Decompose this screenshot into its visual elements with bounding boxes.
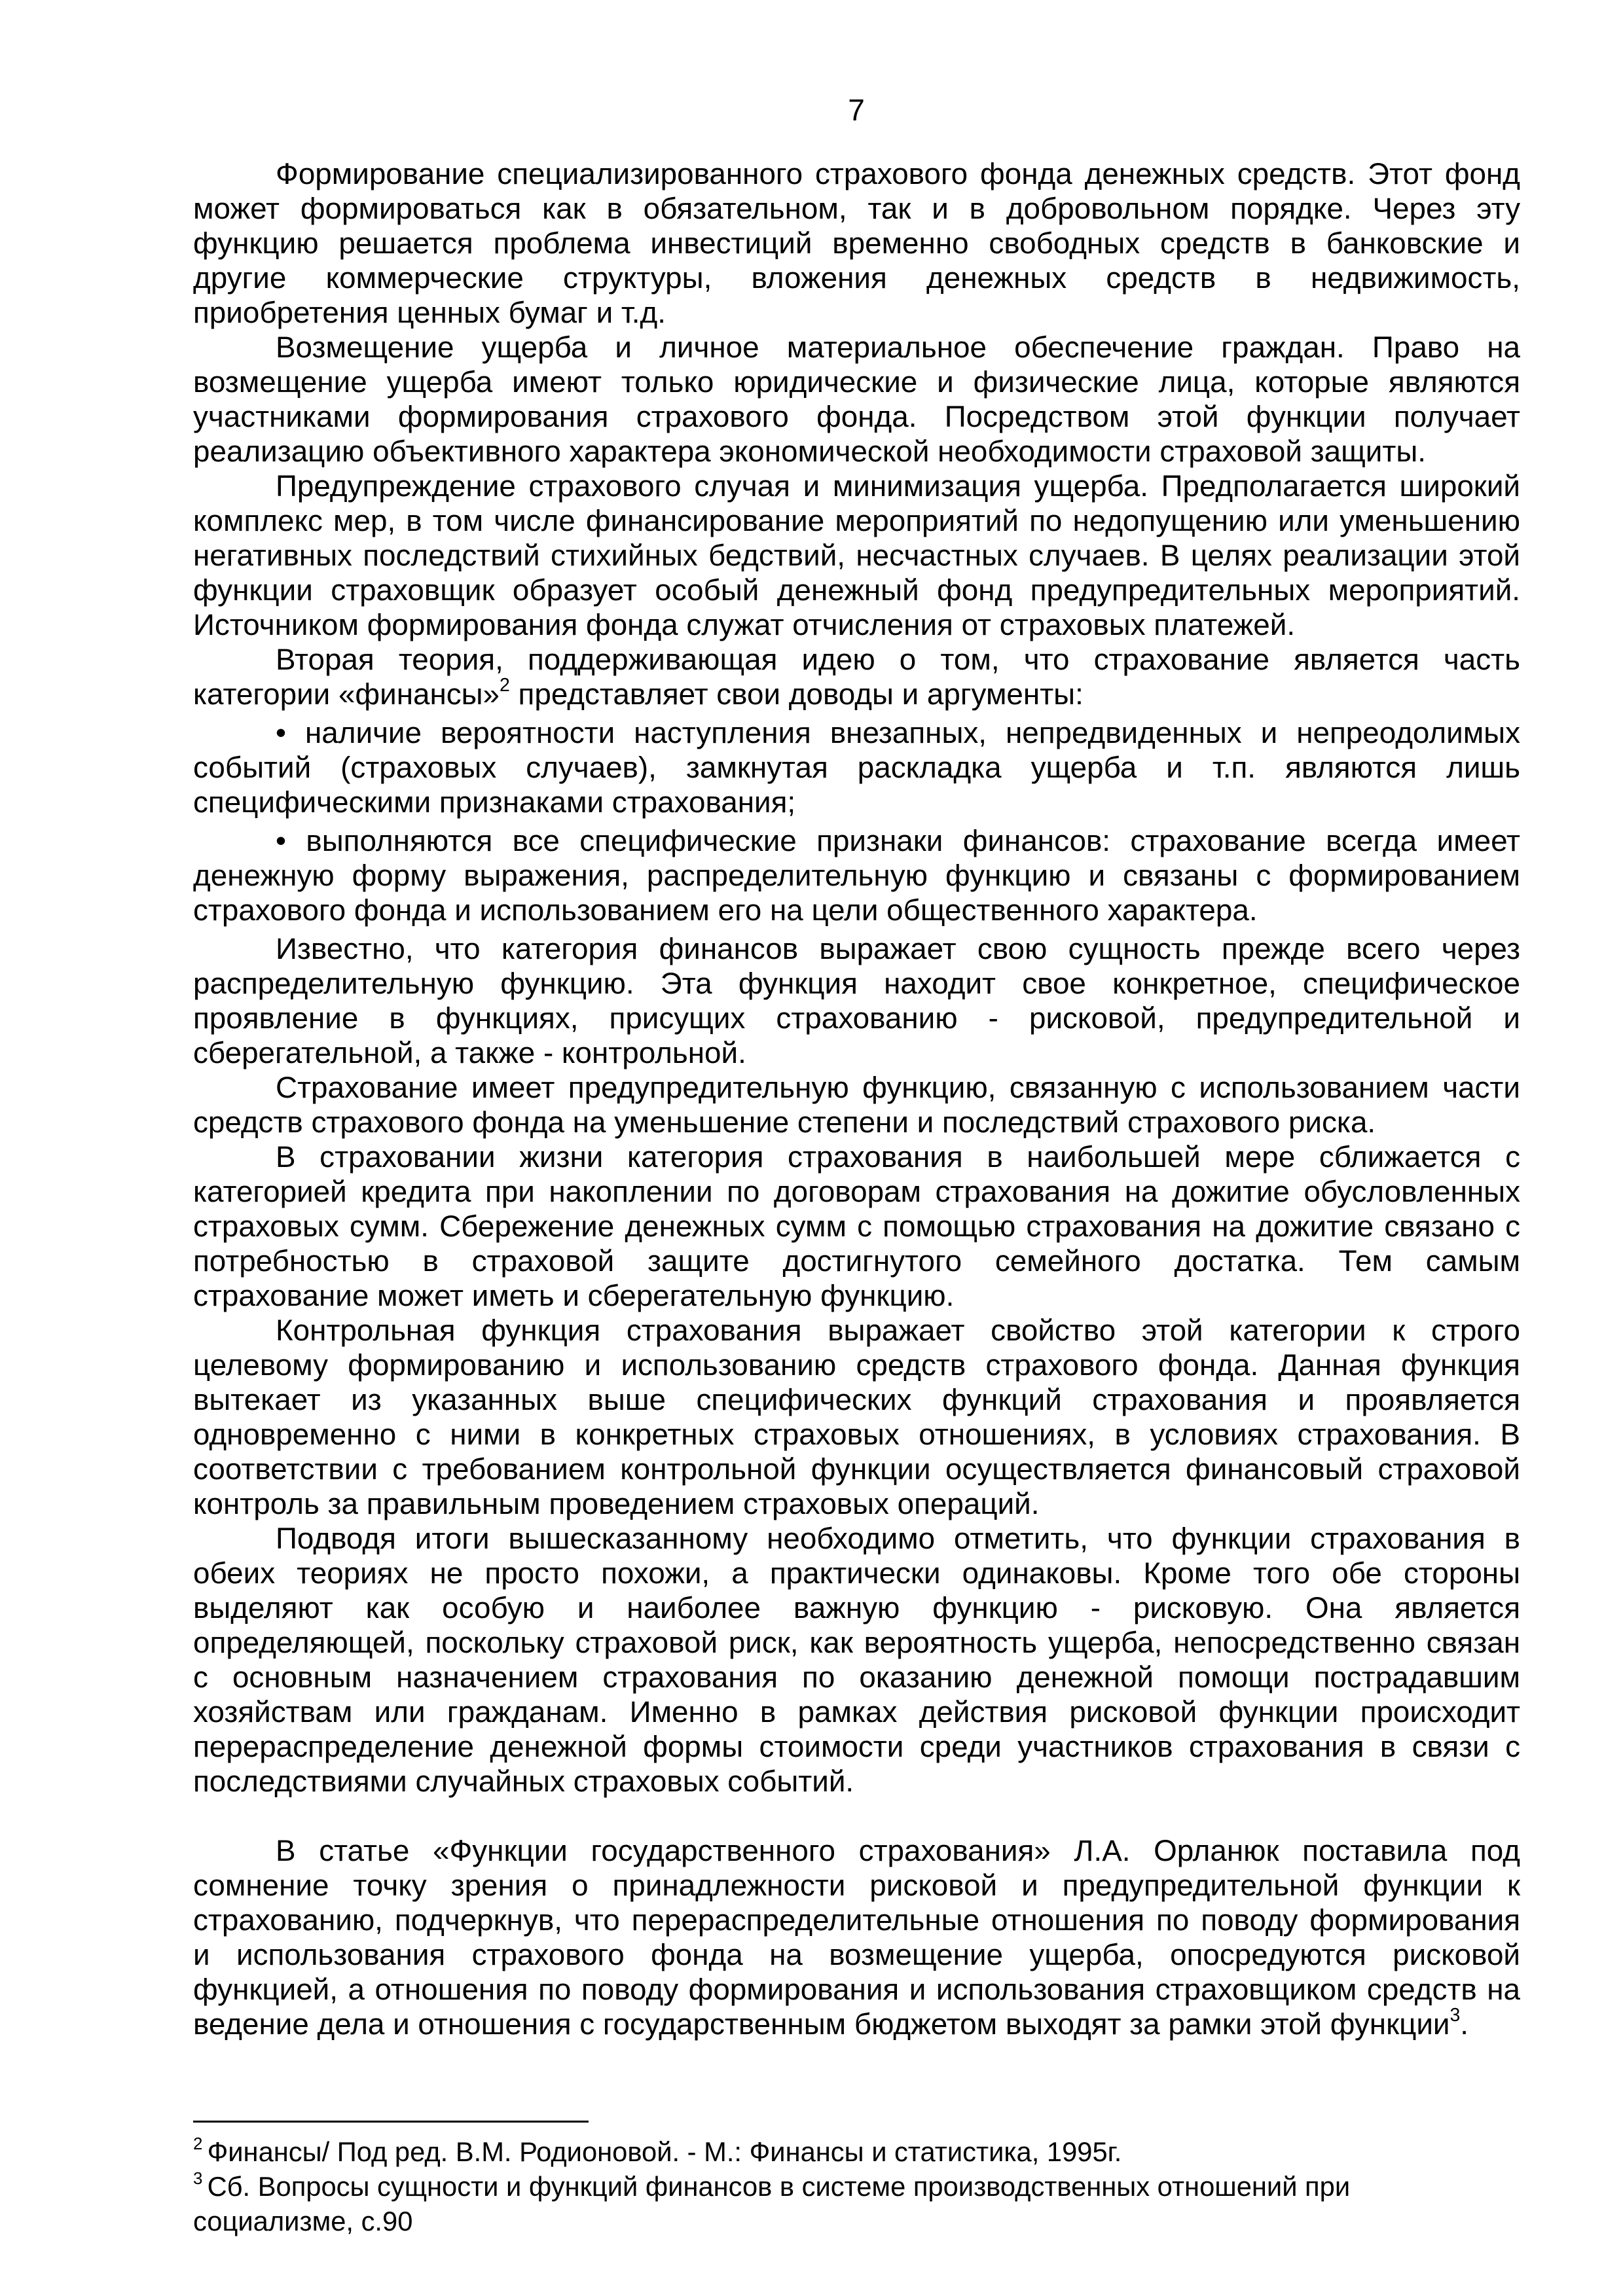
text-segment: категории «финансы» [193,677,500,711]
paragraph [193,931,1520,1070]
text-line: функции страховщик образует особый денежный фонд предупредительных мероприятий. [193,573,1520,607]
text-line [193,677,1520,711]
text-line: событий (страховых случаев), замкнутая раскладка ущерба и т.п. являются лишь [193,751,1520,784]
text-line: Известно, что категория финансов выражает свою сущность прежде всего через [276,932,1520,965]
text-line [193,2007,1520,2041]
paragraph [193,1833,1520,2041]
text-line: приобретения ценных бумаг и т.д. [193,296,666,329]
text-line: Источником формирования фонда служат отчисления от страховых платежей. [193,608,1296,641]
text-line: другие коммерческие структуры, вложения денежных средств в недвижимость, [193,261,1520,295]
text-line: соответствии с требованием контрольной функции осуществляется финансовый страховой [193,1452,1520,1486]
footnotes [193,2134,1520,2238]
footnote [193,2134,1520,2169]
text-segment: представляет свои доводы и аргументы: [509,677,1084,711]
text-line: комплекс мер, в том числе финансирование мероприятий по недопущению или уменьшению [193,504,1520,537]
text-line: категорией кредита при накоплении по договорам страхования на дожитие обусловленных [193,1175,1520,1208]
text-line: участниками формирования страхового фонда. Посредством этой функции получает [193,400,1520,433]
text-line: сомнение точку зрения о принадлежности рисковой и предупредительной функции к [193,1869,1520,1902]
text-line: может формироваться как в обязательном, так и в добровольном порядке. Через эту [193,192,1520,225]
footnote-text: Финансы/ Под ред. В.М. Родионовой. - М.: Финансы и статистика, 1995г. [207,2136,1122,2167]
text-line: Вторая теория, поддерживающая идею о том, что страхование является часть [276,643,1520,676]
paragraph [193,642,1520,711]
text-line: одновременно с ними в конкретных страховых отношениях, в условиях страхования. В [193,1418,1520,1451]
text-line: вытекает из указанных выше специфических функций страхования и проявляется [193,1383,1520,1416]
text-line: специфическими признаками страхования; [193,785,796,819]
footnote-line [193,2169,1520,2204]
text-line: Контрольная функция страхования выражает свойство этой категории к строго [276,1314,1520,1347]
text-line: и использования страхового фонда на возмещение ущерба, опосредуются рисковой [193,1938,1520,1971]
footnote-number: 3 [193,2169,208,2188]
text-line: последствиями случайных страховых событий. [193,1765,854,1798]
text-line: функцию решается проблема инвестиций временно свободных средств в банковские и [193,226,1520,260]
text-line: определяющей, поскольку страховой риск, как вероятность ущерба, непосредственно связан [193,1626,1520,1659]
text-line: перераспределение денежной формы стоимости среди участников страхования в связи с [193,1730,1520,1763]
text-line: реализацию объективного характера экономической необходимости страховой защиты. [193,435,1426,468]
text-line: Предупреждение страхового случая и минимизация ущерба. Предполагается широкий [276,469,1520,503]
text-line: выделяют как особую и наиболее важную функцию - рисковую. Она является [193,1591,1520,1624]
footnote [193,2169,1520,2238]
paragraph [193,1521,1520,1799]
page-number: 7 [848,93,865,127]
text-line: Формирование специализированного страхового фонда денежных средств. Этот фонд [276,157,1520,190]
text-segment: . [1460,2007,1469,2041]
text-line: Возмещение ущерба и личное материальное обеспечение граждан. Право на [276,331,1520,364]
text-line: страховых сумм. Сбережение денежных сумм с помощью страхования на дожитие связано с [193,1210,1520,1243]
text-line: страхового фонда и использованием его на цели общественного характера. [193,893,1258,927]
footnote-number: 2 [193,2134,208,2153]
text-segment: ведение дела и отношения с государственным бюджетом выходят за рамки этой функции [193,2007,1450,2041]
text-line: страхование может иметь и сберегательную функцию. [193,1279,955,1312]
text-line: с основным назначением страхования по оказанию денежной помощи пострадавшим [193,1660,1520,1694]
text-line: • выполняются все специфические признаки финансов: страхование всегда имеет [276,824,1520,857]
text-line: В страховании жизни категория страхования в наибольшей мере сближается с [276,1140,1520,1174]
text-line: сберегательной, а также - контрольной. [193,1036,746,1069]
footnote-line [193,2134,1520,2169]
paragraph [193,1313,1520,1521]
text-line: возмещение ущерба имеют только юридические и физические лица, которые являются [193,365,1520,399]
text-line: средств страхового фонда на уменьшение степени и последствий страхового риска. [193,1105,1376,1139]
footnote-reference: 2 [500,675,510,696]
footnote-reference: 3 [1450,2005,1461,2026]
footnote-line [193,2204,1520,2238]
footnote-text: социализме, с.90 [193,2206,413,2236]
text-line: страхованию, подчеркнув, что перераспределительные отношения по поводу формирования [193,1903,1520,1937]
text-line: функцией, а отношения по поводу формирования и использования страховщиком средств на [193,1973,1520,2006]
text-line: Подводя итоги вышесказанному необходимо отметить, что функции страхования в [276,1522,1520,1555]
text-line: обеих теориях не просто похожи, а практически одинаковы. Кроме того обе стороны [193,1556,1520,1590]
text-line: целевому формированию и использованию средств страхового фонда. Данная функция [193,1348,1520,1382]
text-line: проявление в функциях, присущих страхованию - рисковой, предупредительной и [193,1001,1520,1035]
paragraph [193,1070,1520,1139]
text-line: потребностью в страховой защите достигнутого семейного достатка. Тем самым [193,1244,1520,1278]
text-line: распределительную функцию. Эта функция находит свое конкретное, специфическое [193,967,1520,1000]
document-body [193,156,1520,2041]
bullet-item [193,715,1520,819]
text-line: контроль за правильным проведением страховых операций. [193,1487,1040,1520]
paragraph [193,469,1520,642]
paragraph [193,1139,1520,1313]
text-line: негативных последствий стихийных бедствий, несчастных случаев. В целях реализации этой [193,539,1520,572]
text-line: денежную форму выражения, распределительную функцию и связаны с формированием [193,859,1520,892]
text-line: Страхование имеет предупредительную функцию, связанную с использованием части [276,1071,1520,1104]
text-line: • наличие вероятности наступления внезапных, непредвиденных и непреодолимых [276,716,1520,749]
footnote-text: Сб. Вопросы сущности и функций финансов в системе производственных отношений при [207,2171,1351,2202]
bullet-item [193,823,1520,927]
paragraph [193,156,1520,330]
footnote-separator [193,2121,589,2123]
text-line: В статье «Функции государственного страхования» Л.А. Орланюк поставила под [276,1834,1520,1867]
paragraph [193,330,1520,469]
text-line: хозяйствам или гражданам. Именно в рамках действия рисковой функции происходит [193,1695,1520,1729]
